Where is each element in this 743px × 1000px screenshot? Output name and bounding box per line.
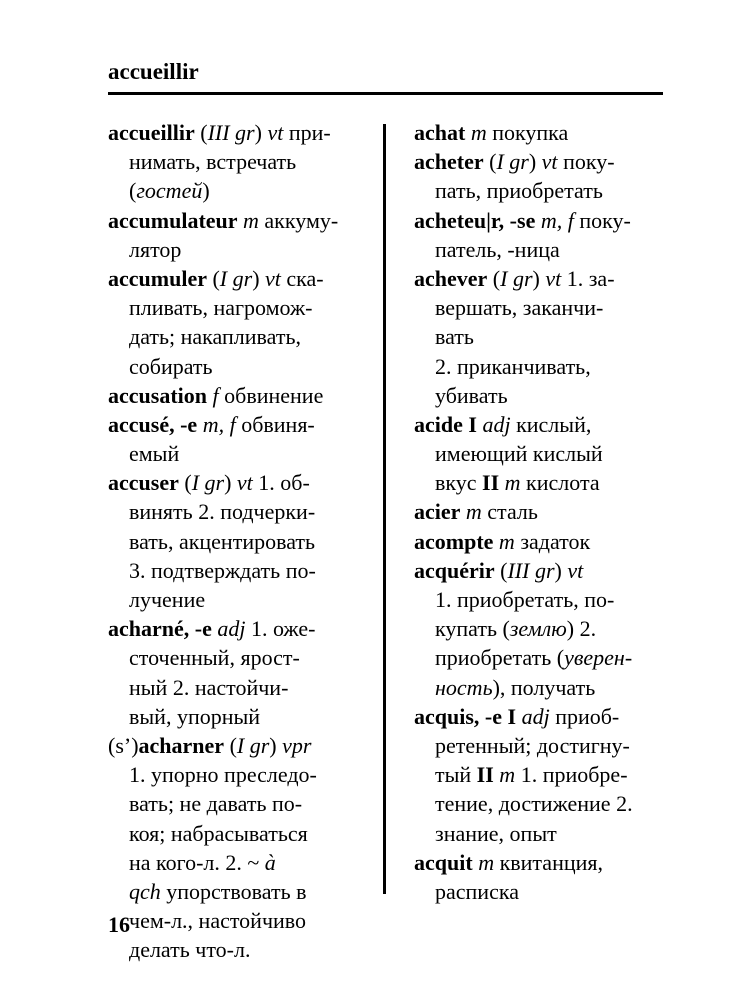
- column-divider: [383, 124, 386, 894]
- grammar-label: землю: [509, 616, 567, 642]
- definition-text: кислый,: [510, 411, 592, 437]
- grammar-label: гостей: [136, 178, 203, 204]
- headword: II: [476, 762, 494, 788]
- definition-text: тый: [435, 762, 477, 788]
- headword: accumuler: [108, 265, 207, 291]
- definition-text: приоб-: [549, 703, 620, 729]
- definition-text: задаток: [514, 528, 591, 554]
- headword: II: [482, 470, 500, 496]
- page-number: 16: [108, 912, 130, 937]
- entry-continuation-line: [108, 819, 370, 848]
- entry-headword-line: [414, 147, 666, 176]
- definition-text: лучение: [129, 587, 206, 612]
- definition-text: 1. оже-: [245, 616, 316, 642]
- entry-continuation-line: [414, 468, 666, 497]
- header-rule: [108, 92, 663, 95]
- entry-continuation-line: [414, 381, 666, 410]
- left-column: [108, 118, 370, 964]
- definition-text: купать (: [435, 616, 510, 642]
- entry-continuation-line: [108, 235, 370, 264]
- entry-continuation-line: [414, 731, 666, 760]
- headword: acide I: [414, 411, 477, 437]
- headword: acharner: [138, 732, 225, 758]
- definition-text: приобретать (: [435, 645, 565, 671]
- definition-text: ), получать: [492, 674, 596, 700]
- definition-text: вать; не давать по-: [129, 791, 303, 817]
- grammar-label: I gr: [191, 470, 225, 496]
- entry-continuation-line: [108, 527, 370, 556]
- grammar-label: m, f: [202, 411, 236, 437]
- definition-text: коя; набрасываться: [129, 820, 308, 846]
- headword: acquérir: [414, 557, 495, 583]
- entry-headword-line: [108, 410, 370, 439]
- entry-continuation-line: [414, 176, 666, 205]
- definition-text: при-: [283, 120, 331, 145]
- entry-continuation-line: [108, 643, 370, 672]
- grammar-label: III gr: [507, 557, 555, 583]
- grammar-label: ность: [435, 674, 493, 700]
- right-column: [414, 118, 666, 906]
- definition-text: ) 2.: [566, 616, 597, 642]
- definition-text: ретенный; достигну-: [435, 732, 630, 758]
- entry-continuation-line: [108, 848, 370, 877]
- definition-text: ный 2. настойчи-: [129, 674, 289, 700]
- definition-text: 1. приобре-: [515, 762, 628, 788]
- headword: accusé, -e: [108, 411, 198, 437]
- grammar-label: I gr: [500, 265, 533, 291]
- entry-continuation-line: [108, 556, 370, 585]
- grammar-label: I gr: [219, 265, 253, 291]
- definition-text: имеющий кислый: [435, 441, 603, 467]
- entry-continuation-line: [108, 497, 370, 526]
- entry-headword-line: [414, 118, 666, 147]
- grammar-label: I gr: [496, 149, 529, 175]
- entry-headword-line: [414, 497, 666, 526]
- definition-text: ): [554, 557, 568, 583]
- grammar-label: m: [470, 120, 487, 145]
- entry-continuation-line: [108, 147, 370, 176]
- definition-text: ): [202, 178, 210, 204]
- definition-text: поку-: [557, 149, 615, 175]
- definition-text: на кого-л. 2. ~: [129, 849, 265, 875]
- definition-text: пать, приобретать: [435, 178, 603, 204]
- grammar-label: vt: [545, 265, 562, 291]
- grammar-label: qch: [129, 878, 161, 904]
- entry-headword-line: [108, 206, 370, 235]
- grammar-label: m: [504, 470, 521, 496]
- grammar-label: vt: [267, 120, 284, 145]
- headword: acquis, -e I: [414, 703, 517, 729]
- definition-text: сталь: [481, 499, 538, 525]
- definition-text: винять 2. подчерки-: [129, 499, 316, 525]
- definition-text: (: [487, 265, 501, 291]
- definition-text: чем-л., настойчиво: [129, 908, 307, 934]
- headword: achat: [414, 120, 466, 145]
- entry-continuation-line: [414, 585, 666, 614]
- definition-text: ): [252, 265, 266, 291]
- entry-headword-line: [414, 527, 666, 556]
- definition-text: 1. упорно преследо-: [129, 762, 317, 788]
- entry-headword-line: [108, 468, 370, 497]
- entry-continuation-line: [414, 614, 666, 643]
- grammar-label: adj: [482, 411, 511, 437]
- entry-continuation-line: [108, 760, 370, 789]
- definition-text: 3. подтверждать по-: [129, 557, 316, 583]
- headword: accusation: [108, 382, 207, 408]
- entry-continuation-line: [108, 439, 370, 468]
- definition-text: (: [224, 732, 237, 758]
- entry-continuation-line: [414, 760, 666, 789]
- definition-text: (: [483, 149, 497, 175]
- definition-text: 1. об-: [252, 470, 310, 496]
- entry-headword-line: [108, 264, 370, 293]
- grammar-label: m: [499, 762, 516, 788]
- definition-text: знание, опыт: [435, 820, 557, 846]
- definition-text: упорствовать в: [160, 878, 307, 904]
- definition-text: патель, -ница: [435, 236, 560, 262]
- definition-text: вершать, заканчи-: [435, 295, 604, 321]
- entry-headword-line: [108, 381, 370, 410]
- entry-headword-line: [108, 118, 370, 147]
- entry-continuation-line: [108, 293, 370, 322]
- definition-text: ска-: [280, 265, 324, 291]
- definition-text: расписка: [435, 878, 519, 904]
- definition-text: вкус: [435, 470, 483, 496]
- definition-text: собирать: [129, 353, 213, 379]
- definition-text: пливать, нагромож-: [129, 295, 313, 321]
- definition-text: дать; накапливать,: [129, 324, 301, 350]
- entry-continuation-line: [108, 352, 370, 381]
- grammar-label: à: [264, 849, 276, 875]
- grammar-label: m: [465, 499, 482, 525]
- entry-continuation-line: [108, 789, 370, 818]
- definition-text: (s’): [108, 732, 139, 758]
- entry-continuation-line: [414, 789, 666, 818]
- grammar-label: adj: [217, 616, 246, 642]
- entry-continuation-line: [108, 585, 370, 614]
- entry-continuation-line: [414, 293, 666, 322]
- definition-text: вый, упорный: [129, 703, 261, 729]
- grammar-label: vt: [567, 557, 584, 583]
- definition-text: нимать, встречать: [129, 149, 297, 175]
- entry-headword-line: [414, 410, 666, 439]
- grammar-label: vt: [265, 265, 281, 291]
- definition-text: убивать: [435, 382, 508, 408]
- headword: acquit: [414, 849, 473, 875]
- headword: accueillir: [108, 120, 195, 145]
- entry-headword-line: [414, 264, 666, 293]
- entry-headword-line: [414, 702, 666, 731]
- entry-headword-line: [414, 556, 666, 585]
- headword: acheteu|r, -se: [414, 207, 536, 233]
- entry-continuation-line: [414, 643, 666, 672]
- entry-continuation-line: [414, 819, 666, 848]
- grammar-label: I gr: [236, 732, 270, 758]
- grammar-label: vt: [541, 149, 558, 175]
- definition-text: покупка: [486, 120, 569, 145]
- grammar-label: m: [478, 849, 495, 875]
- grammar-label: m: [498, 528, 515, 554]
- definition-text: 1. приобретать, по-: [435, 587, 615, 612]
- running-head: accueillir: [108, 59, 199, 84]
- definition-text: тение, достижение 2.: [435, 791, 633, 817]
- definition-text: кислота: [520, 470, 600, 496]
- headword: acompte: [414, 528, 494, 554]
- definition-text: (: [129, 178, 137, 204]
- definition-text: обвинение: [218, 382, 324, 408]
- definition-text: ): [254, 120, 268, 145]
- entry-continuation-line: [108, 702, 370, 731]
- definition-text: поку-: [573, 207, 631, 233]
- entry-continuation-line: [108, 906, 370, 935]
- definition-text: лятор: [129, 236, 182, 262]
- definition-text: (: [494, 557, 508, 583]
- definition-text: аккуму-: [258, 207, 339, 233]
- grammar-label: III gr: [207, 120, 255, 145]
- grammar-label: m: [243, 207, 259, 233]
- entry-continuation-line: [414, 877, 666, 906]
- definition-text: сточенный, ярост-: [129, 645, 300, 671]
- definition-text: вать: [435, 324, 474, 350]
- definition-text: обвиня-: [235, 411, 315, 437]
- headword: accumulateur: [108, 207, 238, 233]
- definition-text: ): [224, 470, 237, 496]
- entry-continuation-line: [414, 352, 666, 381]
- headword: accuser: [108, 470, 179, 496]
- definition-text: ): [532, 265, 546, 291]
- definition-text: емый: [129, 441, 180, 467]
- definition-text: (: [206, 265, 220, 291]
- definition-text: квитанция,: [494, 849, 604, 875]
- entry-headword-line: [414, 206, 666, 235]
- grammar-label: vpr: [282, 732, 312, 758]
- definition-text: 2. приканчивать,: [435, 353, 591, 379]
- entry-continuation-line: [414, 439, 666, 468]
- entry-continuation-line: [414, 673, 666, 702]
- entry-headword-line: [108, 731, 370, 760]
- grammar-label: уверен-: [564, 645, 633, 671]
- headword: acheter: [414, 149, 484, 175]
- grammar-label: adj: [521, 703, 550, 729]
- headword: acharné, -e: [108, 616, 212, 642]
- definition-text: (: [178, 470, 192, 496]
- definition-text: ): [269, 732, 283, 758]
- definition-text: делать что-л.: [129, 937, 251, 963]
- entry-continuation-line: [108, 673, 370, 702]
- definition-text: ): [528, 149, 542, 175]
- entry-headword-line: [108, 614, 370, 643]
- entry-continuation-line: [414, 322, 666, 351]
- definition-text: (: [194, 120, 208, 145]
- grammar-label: m, f: [540, 207, 574, 233]
- grammar-label: f: [212, 382, 219, 408]
- entry-continuation-line: [414, 235, 666, 264]
- headword: acier: [414, 499, 461, 525]
- definition-text: 1. за-: [561, 265, 615, 291]
- entry-continuation-line: [108, 322, 370, 351]
- definition-text: вать, акцентировать: [129, 528, 316, 554]
- entry-continuation-line: [108, 935, 370, 964]
- headword: achever: [414, 265, 488, 291]
- grammar-label: vt: [236, 470, 253, 496]
- entry-headword-line: [414, 848, 666, 877]
- entry-continuation-line: [108, 176, 370, 205]
- entry-continuation-line: [108, 877, 370, 906]
